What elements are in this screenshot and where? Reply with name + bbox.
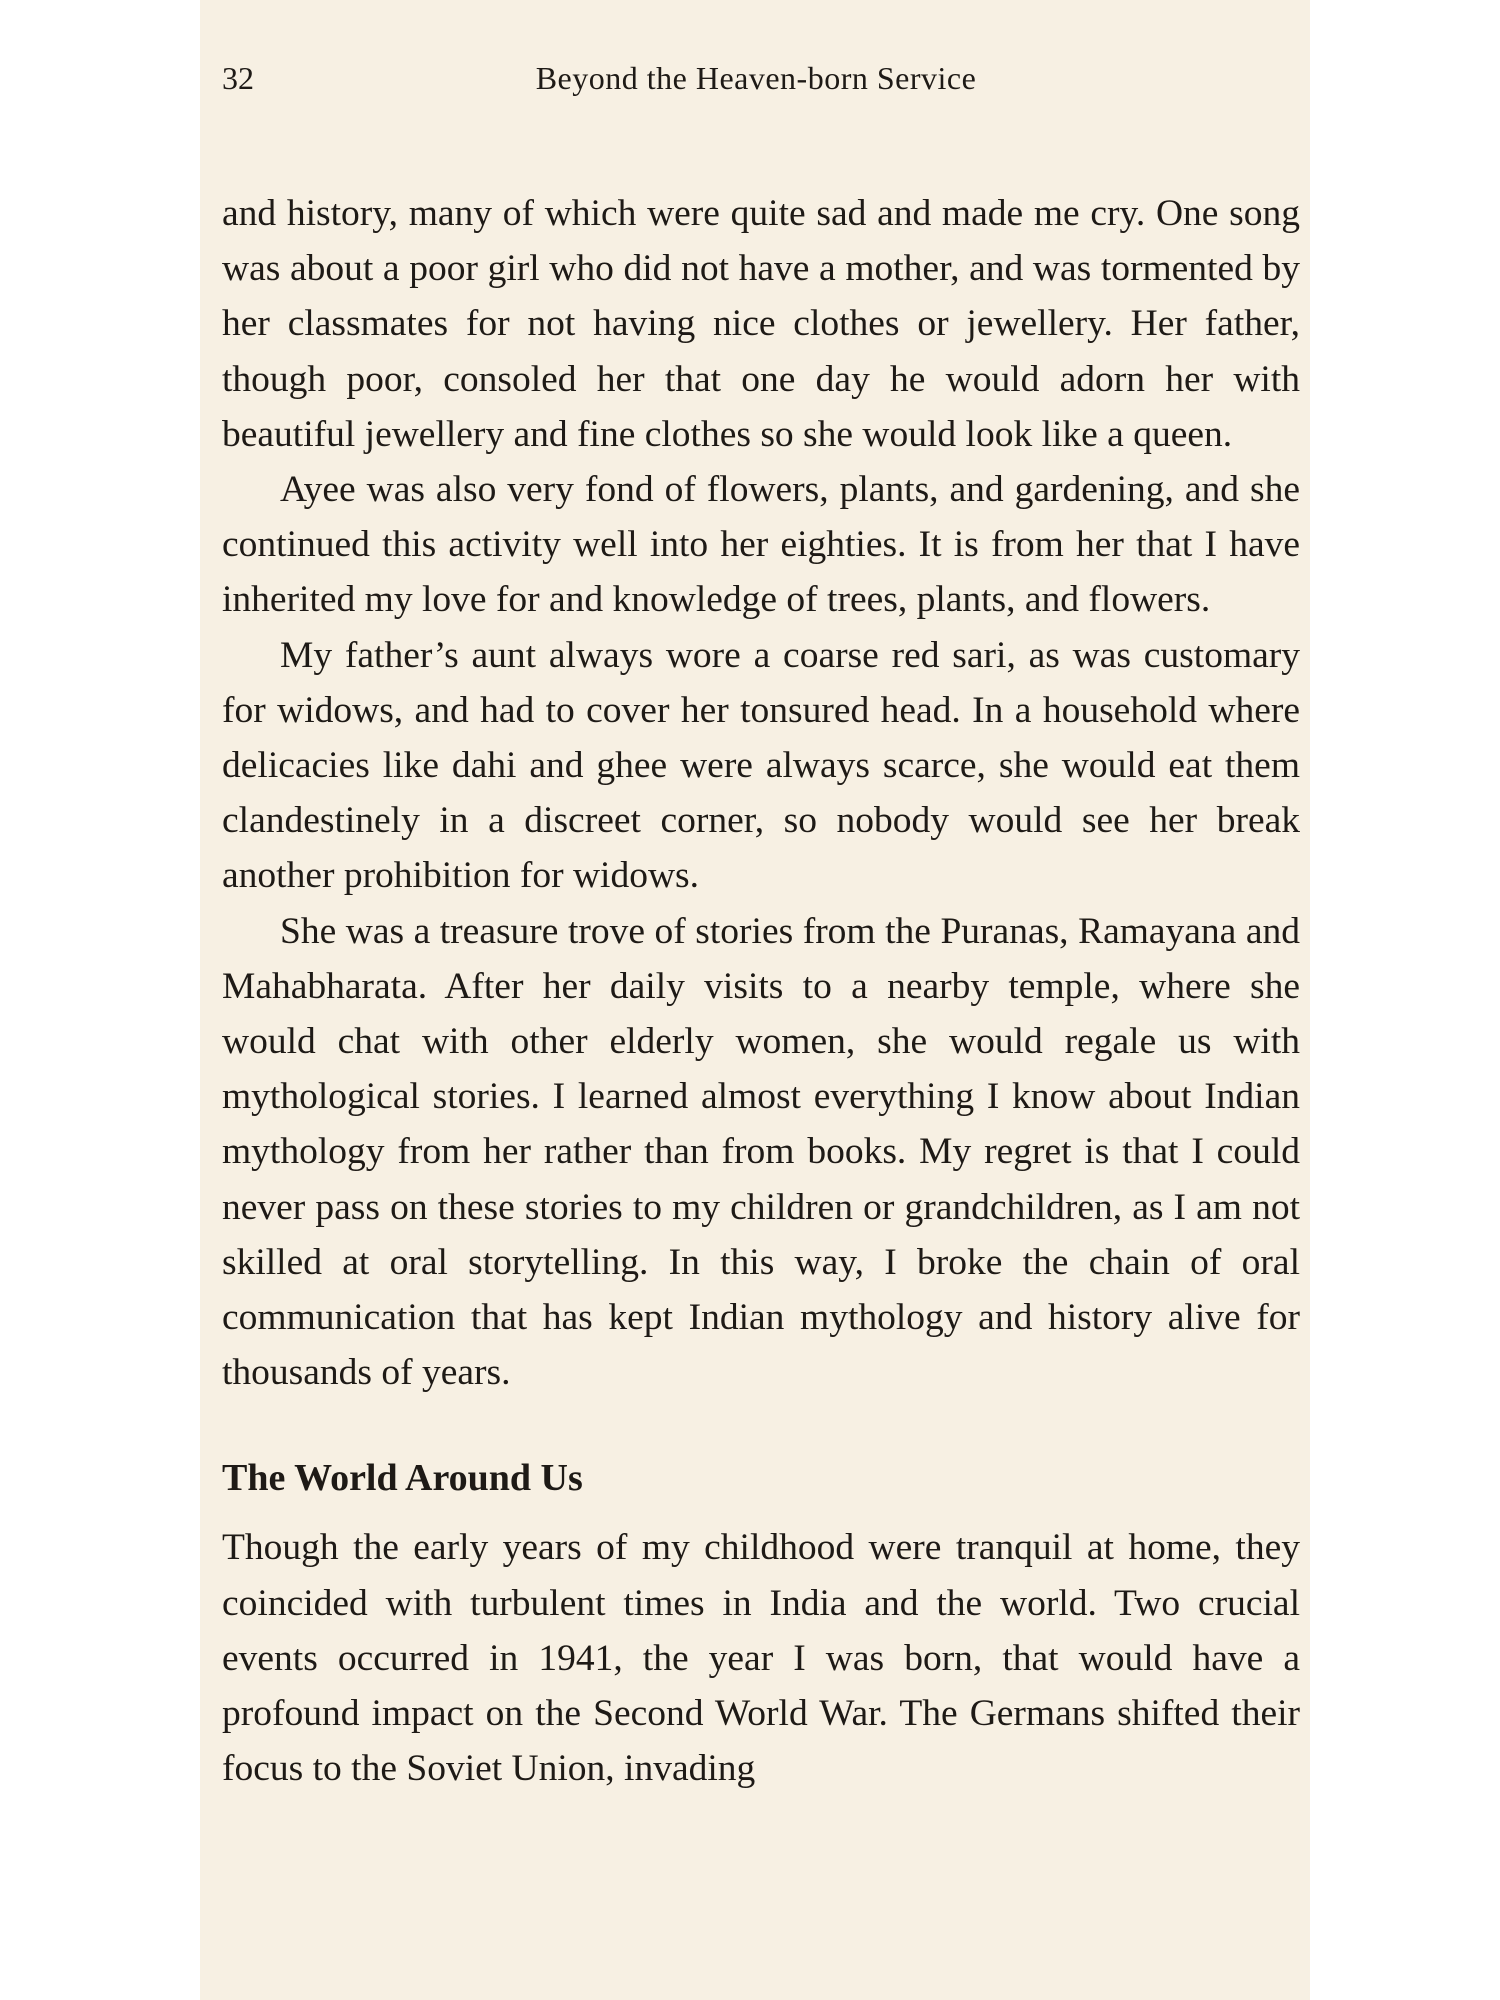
running-title: Beyond the Heaven-born Service [535, 60, 977, 96]
paragraph: Though the early years of my childhood were tranquil at home, they coincided with turbulent times in India and the world. Two crucial events occurred in 1941, the year I was born, that would have a profound impact on the Second World War. The Germans shifted their focus to the Soviet Union, invading [222, 1527, 1300, 1790]
paragraph: and history, many of which were quite sad and made me cry. One song was about a poor girl who did not have a mother, and was tormented by her classmates for not having nice clothes or jewellery. Her father, though poor, consoled her that one day he would adorn her with beautiful jewellery and fine clothes so she would look like a queen. [222, 193, 1300, 455]
body-text [222, 186, 1300, 1796]
paragraph: My father’s aunt always wore a coarse red sari, as was customary for widows, and had to cover her tonsured head. In a household where delicacies like dahi and ghee were always scarce, she would eat them clandestinely in a discreet corner, so nobody would see her break another prohibition for widows. [222, 634, 1300, 897]
page-number: 32 [222, 60, 254, 96]
paragraph: Ayee was also very fond of flowers, plants, and gardening, and she continued this activity well into her eighties. It is from her that I have inherited my love for and knowledge of trees, plants, and flowers. [222, 469, 1300, 621]
page-header [222, 56, 1290, 100]
section-heading: The World Around Us [222, 1457, 583, 1500]
paragraph: She was a treasure trove of stories from the Puranas, Ramayana and Mahabharata. After her daily visits to a nearby temple, where she would chat with other elderly women, she would regale us with mythological stories. I learned almost everything I know about Indian mythology from her rather than from books. My regret is that I could never pass on these stories to my children or grandchildren, as I am not skilled at oral storytelling. In this way, I broke the chain of oral communication that has kept Indian mythology and history alive for thousands of years. [222, 910, 1300, 1394]
book-page [200, 0, 1310, 2000]
